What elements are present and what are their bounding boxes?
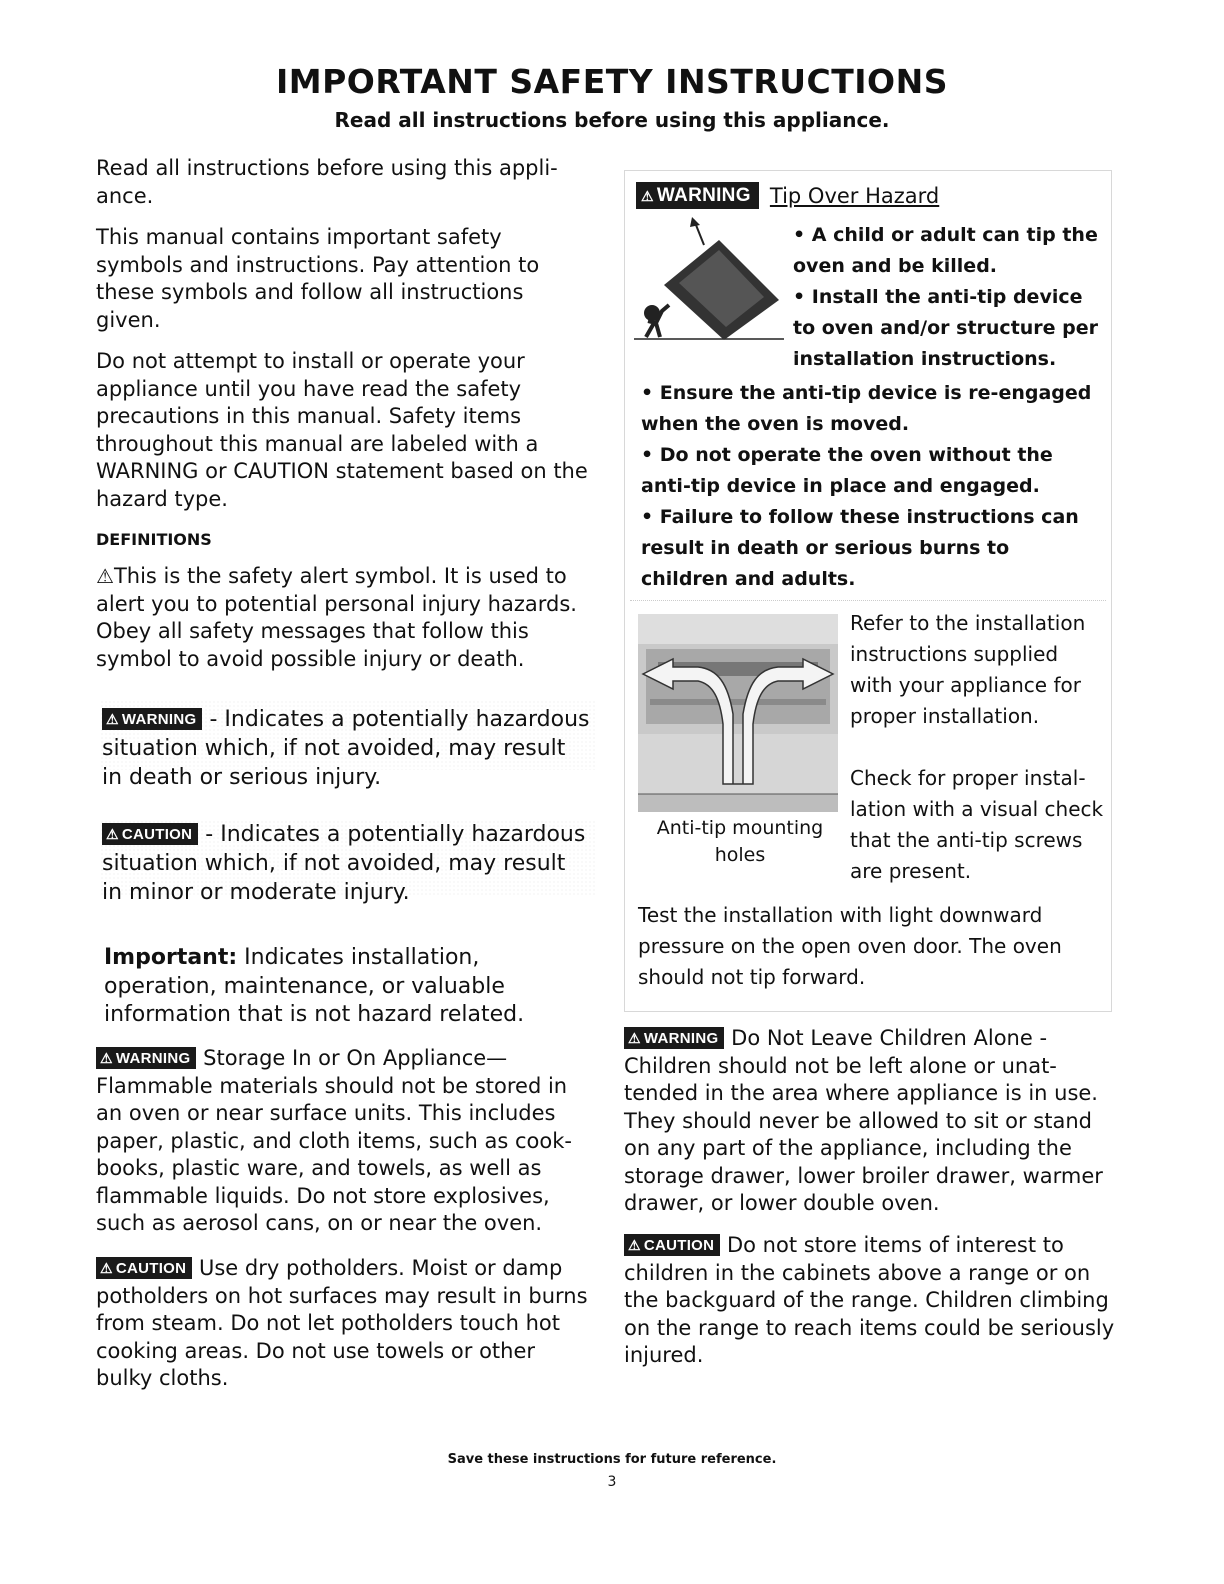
tip-bullet-1: • A child or adult can tip the oven and be killed. (793, 224, 1098, 277)
warning-badge (102, 708, 202, 730)
tip-bullet-3: • Ensure the anti-tip device is re-engaged when the oven is moved. (641, 382, 1092, 435)
box-divider (630, 600, 1106, 601)
tip-bullet-4: • Do not operate the oven without the anti-tip device in place and engaged. (641, 444, 1053, 497)
storage-warning-text: Storage In or On Appliance—Flammable materials should not be stored in an oven or near surface units. This includes paper, plastic, and cloth items, such as cook-books, plastic ware, and towels, as well as flammable liquids. Do not store explosives, such as aerosol cans, on or near the oven. (96, 1046, 572, 1235)
caution-definition-text: - Indicates a potentially hazardous situation which, if not avoided, may result in minor or moderate injury. (102, 822, 586, 905)
page-title: IMPORTANT SAFETY INSTRUCTIONS (275, 62, 948, 101)
alert-symbol-definition (96, 563, 596, 673)
cabinet-caution-text: Do not store items of interest to children in the cabinets above a range or on the backguard of the range. Children climbing on the range to reach items could be seriously injured. (624, 1233, 1115, 1367)
caution-badge (102, 823, 198, 845)
important-definition (104, 944, 590, 1030)
test-installation-text: Test the installation with light downward pressure on the open oven door. The oven should not tip forward. (638, 903, 1062, 989)
warning-triangle-icon: ⚠ (100, 1050, 113, 1066)
important-definition-text: Indicates installation, operation, maintenance, or valuable information that is not hazard related. (104, 945, 525, 1027)
warning-definition (102, 705, 592, 792)
potholder-caution-badge (96, 1257, 192, 1279)
tip-over-heading: Tip Over Hazard (769, 184, 940, 208)
warning-definition-text: - Indicates a potentially hazardous situation which, if not avoided, may result in death or serious injury. (102, 707, 590, 790)
caution-badge-label: CAUTION (643, 1237, 715, 1254)
children-warning-text: Do Not Leave Children Alone - Children should not be left alone or unat-tended in the area where appliance is in use. They should never be allowed to sit or stand on any part of the appliance, including the storage drawer, lower broiler drawer, warmer drawer, or lower double oven. (624, 1026, 1103, 1215)
anti-tip-caption: Anti-tip mounting holes (656, 817, 824, 866)
warning-triangle-icon: ⚠ (628, 1030, 641, 1046)
warning-badge-label: WARNING (656, 185, 751, 206)
important-label: Important: (104, 945, 238, 970)
intro-paragraph-1: Read all instructions before using this appli-ance. (96, 156, 558, 208)
storage-warning-badge (96, 1047, 196, 1069)
caution-triangle-icon: ⚠ (100, 1260, 113, 1276)
tip-over-warning-badge (636, 182, 759, 209)
intro-paragraph-3: Do not attempt to install or operate your appliance until you have read the safety precautions in this manual. Safety items throughout this manual are labeled with a WARNING or CAUTION statement based on the hazard type. (96, 349, 588, 511)
definitions-heading: DEFINITIONS (96, 530, 212, 549)
potholder-caution (96, 1255, 596, 1393)
warning-triangle-icon: ⚠ (106, 711, 119, 727)
tip-bullet-2: • Install the anti-tip device to oven and/or structure per installation instructions. (793, 286, 1099, 370)
alert-symbol-text: This is the safety alert symbol. It is used to alert you to potential personal injury hazards. Obey all safety messages that follow this symbol to avoid possible injury or death. (96, 564, 577, 671)
caution-triangle-icon: ⚠ (628, 1237, 641, 1253)
safety-alert-icon: ⚠ (96, 564, 114, 588)
caution-badge-label: CAUTION (115, 1260, 187, 1277)
tip-over-heading-row (636, 182, 939, 209)
tip-bullet-5: • Failure to follow these instructions can result in death or serious burns to children and adults. (641, 506, 1079, 590)
anti-tip-photo (638, 614, 838, 812)
cabinet-caution-badge (624, 1234, 720, 1256)
refer-installation-text: Refer to the installation instructions supplied with your appliance for proper installation. (850, 611, 1086, 728)
warning-badge-label: WARNING (643, 1030, 719, 1047)
potholder-caution-text: Use dry potholders. Moist or damp potholders on hot surfaces may result in burns from steam. Do not let potholders touch hot cooking areas. Do not use towels or other bulky cloths. (96, 1256, 588, 1390)
warning-triangle-icon: ⚠ (641, 188, 654, 204)
page-number: 3 (607, 1474, 617, 1490)
caution-definition (102, 820, 592, 907)
tip-over-illustration (634, 215, 784, 345)
storage-warning (96, 1045, 596, 1238)
caution-badge-label: CAUTION (121, 826, 193, 843)
intro-paragraph-2: This manual contains important safety symbols and instructions. Pay attention to these symbols and follow all instructions given. (96, 225, 540, 332)
children-warning-badge (624, 1027, 724, 1049)
page-subtitle: Read all instructions before using this appliance. (334, 108, 890, 132)
caution-triangle-icon: ⚠ (106, 826, 119, 842)
footer-note: Save these instructions for future reference. (447, 1452, 777, 1467)
warning-badge-label: WARNING (121, 711, 197, 728)
cabinet-caution (624, 1232, 1119, 1370)
warning-badge-label: WARNING (115, 1050, 191, 1067)
children-warning (624, 1025, 1119, 1218)
check-installation-text: Check for proper instal-lation with a visual check that the anti-tip screws are present. (850, 766, 1104, 883)
